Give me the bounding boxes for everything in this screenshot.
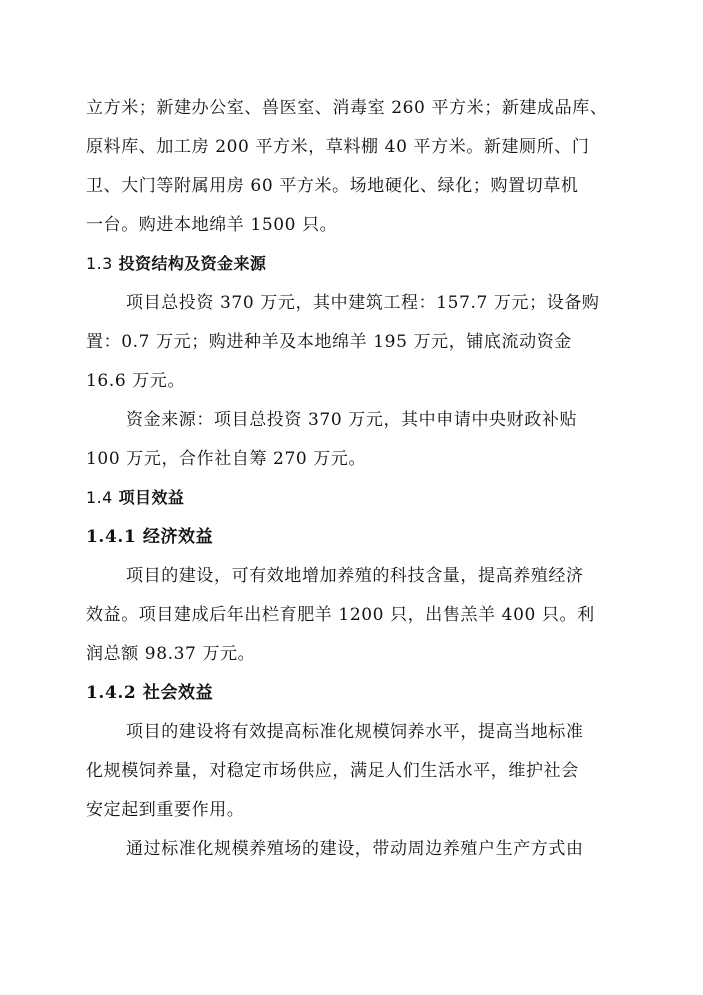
paragraph-line: 润总额 98.37 万元。 (86, 644, 256, 664)
paragraph-line: 100 万元，合作社自筹 270 万元。 (86, 449, 367, 469)
paragraph-line: 原料库、加工房 200 平方米，草料棚 40 平方米。新建厕所、门 (86, 137, 590, 157)
paragraph-line: 卫、大门等附属用房 60 平方米。场地硬化、绿化；购置切草机 (86, 176, 579, 196)
paragraph-line: 效益。项目建成后年出栏育肥羊 1200 只，出售羔羊 400 只。利 (86, 605, 595, 625)
paragraph-line: 16.6 万元。 (86, 371, 186, 391)
section-number: 1.3 (86, 254, 113, 273)
paragraph-line: 项目总投资 370 万元，其中建筑工程：157.7 万元；设备购 (126, 293, 600, 313)
section-heading (86, 486, 617, 510)
paragraph-line: 安定起到重要作用。 (86, 800, 245, 820)
subsection-heading: 1.4.2 社会效益 (86, 683, 214, 703)
paragraph-line: 通过标准化规模养殖场的建设，带动周边养殖户生产方式由 (126, 839, 584, 859)
section-heading (86, 252, 617, 276)
section-number: 1.4 (86, 488, 113, 507)
paragraph-line: 资金来源：项目总投资 370 万元，其中申请中央财政补贴 (126, 410, 578, 430)
subsection-heading: 1.4.1 经济效益 (86, 527, 214, 547)
paragraph-line: 置：0.7 万元；购进种羊及本地绵羊 195 万元，铺底流动资金 (86, 332, 572, 352)
section-title: 项目效益 (118, 488, 185, 507)
paragraph-line: 立方米；新建办公室、兽医室、消毒室 260 平方米；新建成品库、 (86, 98, 608, 118)
paragraph-line: 项目的建设，可有效地增加养殖的科技含量，提高养殖经济 (126, 566, 584, 586)
paragraph-line: 化规模饲养量，对稳定市场供应，满足人们生活水平，维护社会 (86, 761, 579, 781)
paragraph-line: 项目的建设将有效提高标准化规模饲养水平，提高当地标准 (126, 722, 584, 742)
paragraph-line: 一台。购进本地绵羊 1500 只。 (86, 215, 338, 235)
section-title: 投资结构及资金来源 (118, 254, 267, 273)
